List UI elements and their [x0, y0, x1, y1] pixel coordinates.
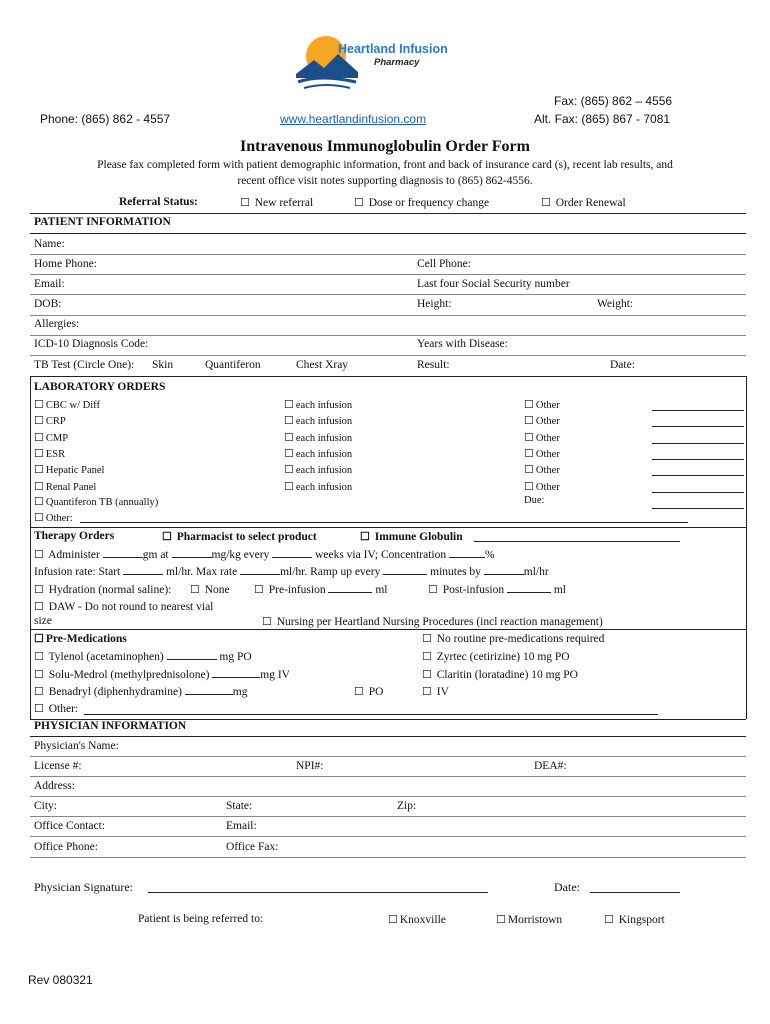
zyrtec-label: Zyrtec (cetirizine) 10 mg PO [436, 651, 570, 663]
referral-renewal-checkbox[interactable] [541, 196, 626, 209]
instructions-line2: recent office visit notes supporting diagnosis to (865) 862-4556. [237, 175, 533, 187]
lab-test-label: CRP [45, 416, 66, 428]
checkbox-icon: ☐ [34, 512, 44, 524]
max-rate-label: ml/hr. Max rate [165, 566, 238, 578]
city-field[interactable]: City: [34, 800, 58, 812]
checkbox-icon: ☐ [284, 447, 294, 460]
office-contact-field[interactable]: Office Contact: [34, 820, 105, 832]
checkbox-icon: ☐ [34, 464, 44, 477]
checkbox-icon: ☐ [422, 633, 432, 645]
phone-number: Phone: (865) 862 - 4557 [40, 112, 171, 126]
nursing-label: Nursing per Heartland Nursing Procedures (incl reaction management) [276, 616, 603, 628]
gm-line[interactable] [103, 557, 143, 558]
revision-number: Rev 080321 [28, 973, 93, 987]
company-logo [290, 32, 470, 92]
kingsport-checkbox[interactable] [604, 913, 665, 926]
max-rate-line[interactable] [240, 574, 280, 575]
post-infusion-line[interactable] [507, 592, 551, 593]
claritin-checkbox[interactable] [422, 668, 578, 681]
lab-other-frequency-label: Other [535, 481, 560, 493]
checkbox-icon: ☐ [354, 686, 364, 698]
checkbox-icon: ☐ [34, 496, 44, 508]
address-field[interactable]: Address: [34, 780, 75, 792]
weeks-iv-label: weeks via IV; Concentration [315, 549, 447, 561]
solumedrol-unit-label: mg IV [260, 669, 290, 681]
infusion-rate-row [34, 566, 549, 578]
benadryl-dose-line[interactable] [185, 694, 233, 695]
checkbox-icon: ☐ [496, 914, 506, 926]
premeds-other-label: Other: [48, 703, 79, 715]
lab-other-frequency-checkbox[interactable] [524, 398, 560, 411]
checkbox-icon: ☐ [284, 464, 294, 477]
lab-test-label: Hepatic Panel [45, 465, 105, 477]
checkbox-icon[interactable]: ☐ [34, 549, 44, 561]
lab-test-checkbox[interactable] [34, 414, 66, 427]
checkbox-icon: ☐ [162, 531, 172, 543]
benadryl-unit-label: mg [232, 686, 248, 698]
checkbox-icon: ☐ [524, 415, 534, 428]
checkbox-icon: ☐ [34, 431, 44, 444]
post-infusion-checkbox[interactable] [428, 583, 566, 596]
checkbox-icon: ☐ [422, 686, 432, 698]
no-routine-premeds-label: No routine pre-medications required [436, 633, 605, 645]
lab-other-frequency-checkbox[interactable] [524, 431, 560, 444]
checkbox-icon: ☐ [190, 584, 200, 596]
pre-infusion-label: Pre-infusion [268, 584, 326, 596]
administer-row [34, 548, 495, 561]
checkbox-icon: ☐ [34, 399, 44, 411]
mgkg-line[interactable] [172, 557, 212, 558]
tb-option-quantiferon[interactable]: Quantiferon [205, 359, 261, 371]
lab-frequency-checkbox[interactable] [284, 398, 352, 411]
tb-date-field[interactable]: Date: [610, 359, 635, 371]
website-link[interactable]: www.heartlandinfusion.com [280, 112, 427, 126]
mountain-sun-icon [290, 32, 360, 92]
quantiferon-due-line[interactable] [652, 508, 744, 509]
tylenol-label: Tylenol (acetaminophen) [48, 651, 164, 663]
referral-status-label: Referral Status: [119, 196, 198, 208]
lab-other-frequency-line[interactable] [652, 475, 744, 476]
lab-frequency-label: each infusion [295, 400, 353, 411]
mgkg-every-label: mg/kg every [211, 549, 270, 561]
premeds-other-checkbox[interactable] [34, 702, 78, 715]
lab-other-frequency-checkbox[interactable] [524, 447, 560, 460]
checkbox-icon: ☐ [524, 480, 534, 493]
hydration-none-label: None [204, 584, 230, 596]
dob-field[interactable]: DOB: [34, 298, 62, 310]
checkbox-icon: ☐ [34, 633, 44, 645]
signature-date-label: Date: [554, 880, 580, 894]
checkbox-icon: ☐ [34, 686, 44, 698]
daw-label: DAW - Do not round to nearest vial [48, 601, 214, 613]
home-phone-field[interactable]: Home Phone: [34, 258, 97, 270]
quantiferon-label: Quantiferon TB (annually) [45, 497, 159, 508]
quantiferon-due-label: Due: [524, 495, 545, 506]
lab-frequency-checkbox[interactable] [284, 414, 352, 427]
office-fax-field[interactable]: Office Fax: [226, 841, 279, 853]
lab-other-frequency-label: Other [535, 448, 560, 460]
physician-email-field[interactable]: Email: [226, 820, 257, 832]
lab-test-label: Renal Panel [45, 481, 97, 493]
lab-frequency-checkbox[interactable] [284, 431, 352, 444]
allergies-field[interactable]: Allergies: [34, 318, 80, 330]
therapy-orders-heading: Therapy Orders [34, 530, 115, 542]
lab-orders-heading: LABORATORY ORDERS [34, 381, 166, 393]
npi-field[interactable]: NPI#: [296, 760, 324, 772]
ramp-up-label: ml/hr. Ramp up every [280, 566, 381, 578]
morristown-checkbox[interactable] [496, 913, 562, 926]
checkbox-icon: ☐ [422, 669, 432, 681]
percent-label: % [484, 549, 495, 561]
zip-field[interactable]: Zip: [397, 800, 417, 812]
referral-dose-change-checkbox[interactable] [354, 196, 489, 209]
checkbox-icon: ☐ [524, 431, 534, 444]
lab-frequency-checkbox[interactable] [284, 463, 352, 476]
tb-result-field[interactable]: Result: [417, 359, 450, 371]
quantiferon-checkbox[interactable] [34, 495, 158, 508]
form-title: Intravenous Immunoglobulin Order Form [240, 138, 530, 155]
checkbox-icon: ☐ [354, 197, 364, 209]
patient-info-heading: PATIENT INFORMATION [34, 216, 171, 228]
ramp-minutes-line[interactable] [383, 574, 427, 575]
immune-globulin-line[interactable] [474, 541, 680, 542]
lab-other-frequency-line[interactable] [652, 492, 744, 493]
morristown-label: Morristown [507, 914, 563, 926]
checkbox-icon: ☐ [284, 415, 294, 428]
checkbox-icon: ☐ [34, 447, 44, 460]
lab-frequency-checkbox[interactable] [284, 480, 352, 493]
ssn-field[interactable]: Last four Social Security number [417, 278, 570, 290]
lab-other-frequency-line[interactable] [652, 426, 744, 427]
referral-new-checkbox[interactable] [240, 196, 313, 209]
checkbox-icon: ☐ [284, 399, 294, 411]
daw-label-line2: size [34, 615, 52, 627]
lab-other-frequency-line[interactable] [652, 443, 744, 444]
checkbox-icon: ☐ [428, 584, 438, 596]
knoxville-checkbox[interactable] [388, 913, 446, 926]
zyrtec-checkbox[interactable] [422, 650, 570, 663]
pre-infusion-ml-label: ml [375, 584, 388, 596]
immune-globulin-checkbox[interactable] [360, 530, 463, 543]
email-field[interactable]: Email: [34, 278, 65, 290]
checkbox-icon: ☐ [34, 703, 44, 715]
daw-checkbox[interactable] [34, 600, 213, 613]
referral-dose-change-label: Dose or frequency change [368, 197, 490, 209]
physician-signature-label: Physician Signature: [34, 880, 133, 894]
checkbox-icon: ☐ [34, 651, 44, 663]
office-phone-field[interactable]: Office Phone: [34, 841, 98, 853]
hydration-label: Hydration (normal saline): [48, 584, 172, 596]
lab-test-checkbox[interactable] [34, 431, 68, 444]
tb-option-chest-xray[interactable]: Chest Xray [296, 359, 349, 371]
ml-hr-label: ml/hr [523, 566, 549, 578]
checkbox-icon: ☐ [360, 531, 370, 543]
checkbox-icon: ☐ [240, 197, 250, 209]
height-field[interactable]: Height: [417, 298, 452, 310]
post-infusion-label: Post-infusion [442, 584, 505, 596]
nursing-checkbox[interactable] [262, 615, 603, 628]
ramp-rate-line[interactable] [484, 574, 524, 575]
checkbox-icon: ☐ [524, 399, 534, 411]
icd10-field[interactable]: ICD-10 Diagnosis Code: [34, 338, 149, 350]
lab-other-frequency-line[interactable] [652, 459, 744, 460]
hydration-checkbox[interactable] [34, 583, 171, 596]
cell-phone-field[interactable]: Cell Phone: [417, 258, 471, 270]
administer-label: Administer [48, 549, 100, 561]
lab-other-frequency-line[interactable] [652, 410, 744, 411]
lab-other-frequency-checkbox[interactable] [524, 463, 560, 476]
checkbox-icon: ☐ [541, 197, 551, 209]
lab-other-frequency-label: Other [535, 432, 560, 444]
benadryl-checkbox[interactable] [34, 685, 248, 698]
lab-frequency-label: each infusion [295, 432, 353, 444]
lab-other-frequency-checkbox[interactable] [524, 414, 560, 427]
solumedrol-dose-line[interactable] [212, 677, 260, 678]
checkbox-icon: ☐ [388, 914, 398, 926]
checkbox-icon: ☐ [34, 601, 44, 613]
pharmacist-select-label: Pharmacist to select product [176, 531, 317, 543]
lab-other-frequency-label: Other [535, 465, 560, 477]
lab-other-label: Other: [45, 513, 73, 524]
checkbox-icon: ☐ [604, 914, 614, 926]
benadryl-iv-label: IV [436, 686, 449, 698]
checkbox-icon: ☐ [34, 669, 44, 681]
immune-globulin-label: Immune Globulin [374, 531, 463, 543]
checkbox-icon: ☐ [34, 480, 44, 493]
gm-at-label: gm at [142, 549, 169, 561]
referral-new-label: New referral [254, 197, 314, 209]
patient-name-field[interactable]: Name: [34, 238, 65, 250]
years-disease-field[interactable]: Years with Disease: [417, 338, 508, 350]
checkbox-icon: ☐ [262, 616, 272, 628]
benadryl-iv-checkbox[interactable] [422, 685, 449, 698]
logo-subtitle: Pharmacy [374, 57, 420, 68]
lab-frequency-label: each infusion [295, 465, 353, 477]
checkbox-icon: ☐ [524, 464, 534, 477]
referral-renewal-label: Order Renewal [555, 197, 626, 209]
lab-other-checkbox[interactable] [34, 511, 73, 524]
premeds-other-line[interactable] [84, 714, 658, 715]
lab-frequency-label: each infusion [295, 448, 353, 460]
weeks-line[interactable] [272, 557, 312, 558]
pharmacist-select-checkbox[interactable] [162, 530, 317, 543]
pre-infusion-checkbox[interactable] [254, 583, 388, 596]
physician-name-field[interactable]: Physician's Name: [34, 740, 119, 752]
fax-number: Fax: (865) 862 – 4556 [554, 94, 673, 108]
license-field[interactable]: License #: [34, 760, 82, 772]
checkbox-icon: ☐ [524, 447, 534, 460]
benadryl-po-checkbox[interactable] [354, 685, 383, 698]
tb-test-label: TB Test (Circle One): [34, 359, 135, 371]
kingsport-label: Kingsport [618, 914, 665, 926]
instructions-line1: Please fax completed form with patient demographic information, front and back of insurance card (s), recent lab results, and [97, 159, 673, 171]
tylenol-dose-line[interactable] [167, 659, 217, 660]
post-infusion-ml-label: ml [553, 584, 566, 596]
checkbox-icon: ☐ [284, 431, 294, 444]
minutes-by-label: minutes by [430, 566, 481, 578]
physician-signature-line[interactable] [148, 892, 488, 893]
lab-test-checkbox[interactable] [34, 463, 104, 476]
lab-test-checkbox[interactable] [34, 480, 96, 493]
tylenol-unit-label: mg PO [219, 651, 252, 663]
tb-option-skin[interactable]: Skin [152, 359, 174, 371]
state-field[interactable]: State: [226, 800, 253, 812]
benadryl-label: Benadryl (diphenhydramine) [48, 686, 182, 698]
concentration-line[interactable] [449, 557, 485, 558]
lab-frequency-label: each infusion [295, 481, 353, 493]
claritin-label: Claritin (loratadine) 10 mg PO [436, 669, 578, 681]
physician-info-heading: PHYSICIAN INFORMATION [34, 720, 187, 732]
checkbox-icon: ☐ [254, 584, 264, 596]
lab-test-label: CMP [45, 432, 69, 444]
lab-frequency-label: each infusion [295, 416, 353, 428]
alt-fax-number: Alt. Fax: (865) 867 - 7081 [534, 112, 671, 126]
lab-test-label: CBC w/ Diff [45, 400, 100, 411]
hydration-none-checkbox[interactable] [190, 583, 230, 596]
lab-test-label: ESR [45, 448, 66, 460]
infusion-rate-label: Infusion rate: Start [34, 566, 121, 578]
lab-test-checkbox[interactable] [34, 447, 65, 460]
premeds-checkbox[interactable] [34, 632, 127, 645]
tylenol-checkbox[interactable] [34, 650, 252, 663]
checkbox-icon: ☐ [422, 651, 432, 663]
checkbox-icon: ☐ [34, 415, 44, 428]
referred-to-label: Patient is being referred to: [138, 913, 264, 925]
weight-field[interactable]: Weight: [597, 298, 634, 310]
solumedrol-checkbox[interactable] [34, 668, 290, 681]
premeds-heading: Pre-Medications [45, 633, 127, 645]
checkbox-icon: ☐ [34, 584, 44, 596]
solumedrol-label: Solu-Medrol (methylprednisolone) [48, 669, 210, 681]
start-rate-line[interactable] [123, 574, 163, 575]
benadryl-po-label: PO [368, 686, 384, 698]
lab-other-frequency-label: Other [535, 400, 560, 411]
lab-other-line[interactable] [80, 522, 688, 523]
lab-frequency-checkbox[interactable] [284, 447, 352, 460]
pre-infusion-line[interactable] [328, 592, 372, 593]
dea-field[interactable]: DEA#: [534, 760, 567, 772]
logo-name: Heartland Infusion [338, 42, 448, 56]
no-routine-premeds-checkbox[interactable] [422, 632, 604, 645]
signature-date-line[interactable] [590, 892, 680, 893]
lab-other-frequency-checkbox[interactable] [524, 480, 560, 493]
lab-test-checkbox[interactable] [34, 398, 100, 411]
lab-other-frequency-label: Other [535, 416, 560, 428]
checkbox-icon: ☐ [284, 480, 294, 493]
knoxville-label: Knoxville [399, 914, 446, 926]
